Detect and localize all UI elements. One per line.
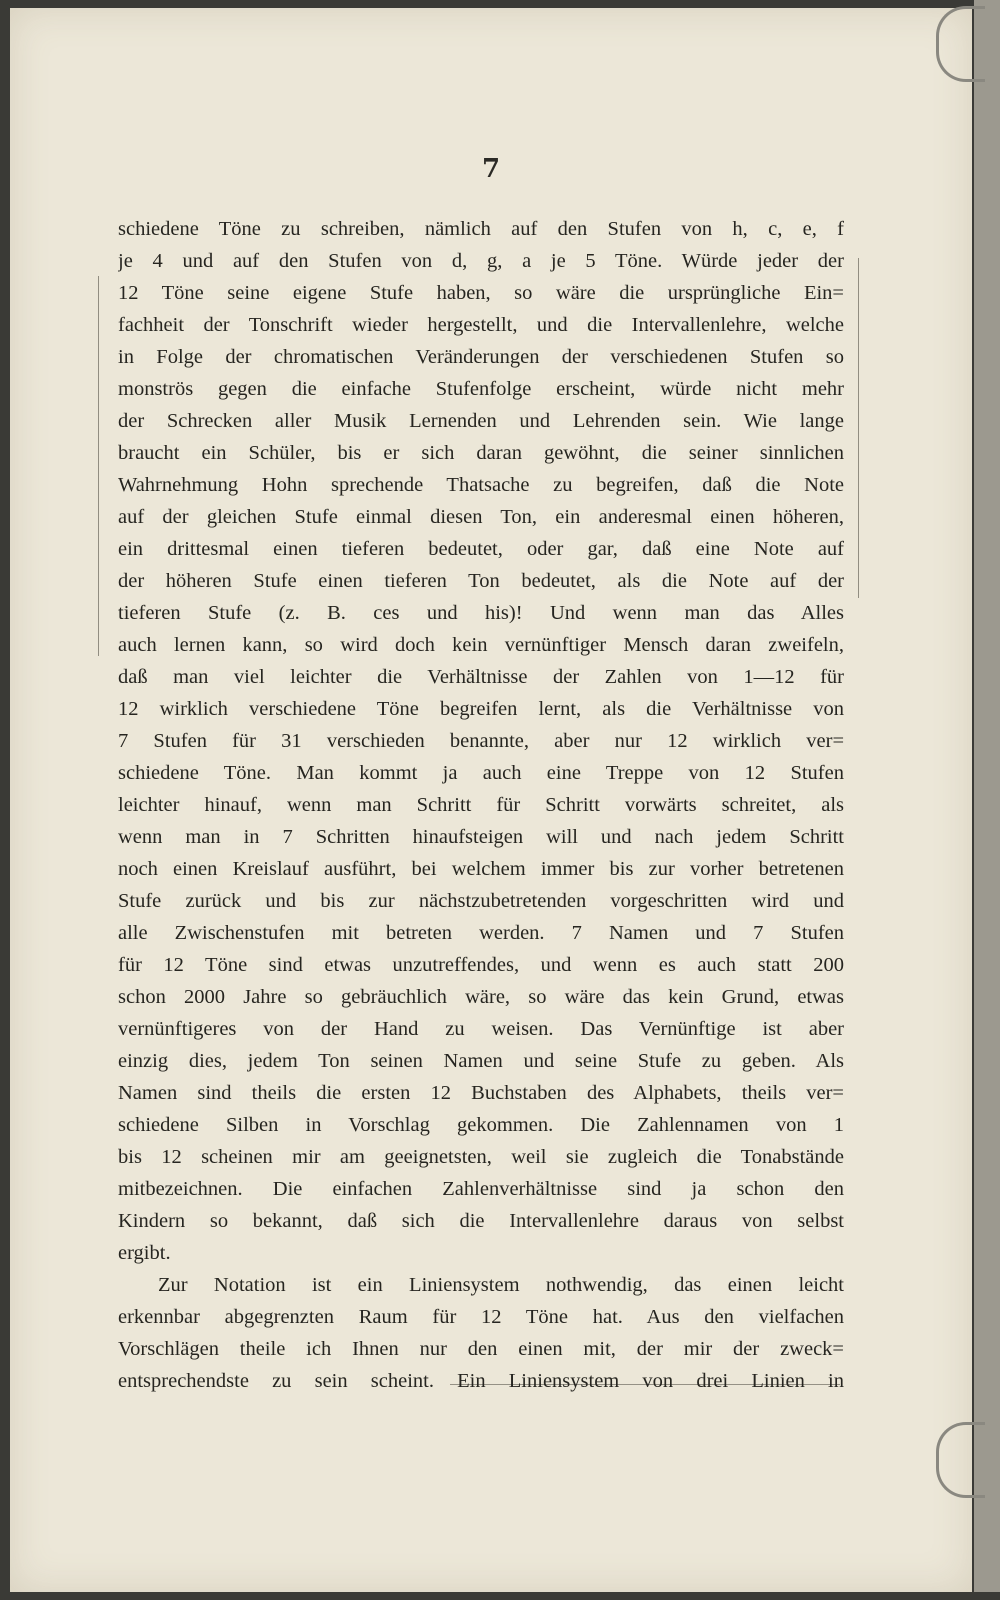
text-line: Vorschlägen theile ich Ihnen nur den einen mit, der mir der zweck= [118, 1338, 844, 1360]
text-line: 12 Töne seine eigene Stufe haben, so wäre die ursprüngliche Ein= [118, 282, 844, 304]
text-line: Stufe zurück und bis zur nächstzubetretenden vorgeschritten wird und [118, 890, 844, 912]
binder-clip-top [936, 6, 985, 82]
right-margin-pencil-mark [858, 258, 859, 598]
body-text [118, 213, 844, 1397]
text-line: braucht ein Schüler, bis er sich daran gewöhnt, die seiner sinnlichen [118, 442, 844, 464]
text-line: Namen sind theils die ersten 12 Buchstaben des Alphabets, theils ver= [118, 1082, 844, 1104]
page-number: 7 [481, 154, 501, 184]
text-line: auch lernen kann, so wird doch kein vernünftiger Mensch daran zweifeln, [118, 634, 844, 656]
text-line: alle Zwischenstufen mit betreten werden. 7 Namen und 7 Stufen [118, 922, 844, 944]
text-line: schiedene Töne zu schreiben, nämlich auf den Stufen von h, c, e, f [118, 218, 844, 240]
text-line: in Folge der chromatischen Veränderungen der verschiedenen Stufen so [118, 346, 844, 368]
text-line: wenn man in 7 Schritten hinaufsteigen will und nach jedem Schritt [118, 826, 844, 848]
page-edge [974, 0, 1000, 1592]
text-line: einzig dies, jedem Ton seinen Namen und seine Stufe zu geben. Als [118, 1050, 844, 1072]
text-line: daß man viel leichter die Verhältnisse der Zahlen von 1—12 für [118, 666, 844, 688]
text-line: Zur Notation ist ein Liniensystem nothwendig, das einen leicht [158, 1274, 844, 1296]
text-line: schon 2000 Jahre so gebräuchlich wäre, so wäre das kein Grund, etwas [118, 986, 844, 1008]
text-line: schiedene Töne. Man kommt ja auch eine Treppe von 12 Stufen [118, 762, 844, 784]
text-line: entsprechendste zu sein scheint. Ein Liniensystem von drei Linien in [118, 1370, 844, 1392]
text-line: für 12 Töne sind etwas unzutreffendes, und wenn es auch statt 200 [118, 954, 844, 976]
text-line: monströs gegen die einfache Stufenfolge erscheint, würde nicht mehr [118, 378, 844, 400]
text-line: ergibt. [118, 1242, 171, 1264]
text-line: je 4 und auf den Stufen von d, g, a je 5 Töne. Würde jeder der [118, 250, 844, 272]
text-line: leichter hinauf, wenn man Schritt für Schritt vorwärts schreitet, als [118, 794, 844, 816]
text-line: vernünftigeres von der Hand zu weisen. Das Vernünftige ist aber [118, 1018, 844, 1040]
text-line: fachheit der Tonschrift wieder hergestellt, und die Intervallenlehre, welche [118, 314, 844, 336]
book-page [10, 8, 972, 1592]
text-line: der Schrecken aller Musik Lernenden und Lehrenden sein. Wie lange [118, 410, 844, 432]
text-line: tieferen Stufe (z. B. ces und his)! Und wenn man das Alles [118, 602, 844, 624]
text-line: schiedene Silben in Vorschlag gekommen. Die Zahlennamen von 1 [118, 1114, 844, 1136]
text-line: Wahrnehmung Hohn sprechende Thatsache zu begreifen, daß die Note [118, 474, 844, 496]
text-line: erkennbar abgegrenzten Raum für 12 Töne hat. Aus den vielfachen [118, 1306, 844, 1328]
text-line: bis 12 scheinen mir am geeignetsten, weil sie zugleich die Tonabstände [118, 1146, 844, 1168]
text-line: noch einen Kreislauf ausführt, bei welchem immer bis zur vorher betretenen [118, 858, 844, 880]
left-margin-pencil-mark [98, 276, 99, 656]
text-line: mitbezeichnen. Die einfachen Zahlenverhältnisse sind ja schon den [118, 1178, 844, 1200]
text-line: ein drittesmal einen tieferen bedeutet, oder gar, daß eine Note auf [118, 538, 844, 560]
text-line: 7 Stufen für 31 verschieden benannte, aber nur 12 wirklich ver= [118, 730, 844, 752]
text-line: auf der gleichen Stufe einmal diesen Ton, ein anderesmal einen höheren, [118, 506, 844, 528]
text-line: Kindern so bekannt, daß sich die Intervallenlehre daraus von selbst [118, 1210, 844, 1232]
text-line: 12 wirklich verschiedene Töne begreifen lernt, als die Verhältnisse von [118, 698, 844, 720]
text-line: der höheren Stufe einen tieferen Ton bedeutet, als die Note auf der [118, 570, 844, 592]
binder-clip-bottom [936, 1422, 985, 1498]
